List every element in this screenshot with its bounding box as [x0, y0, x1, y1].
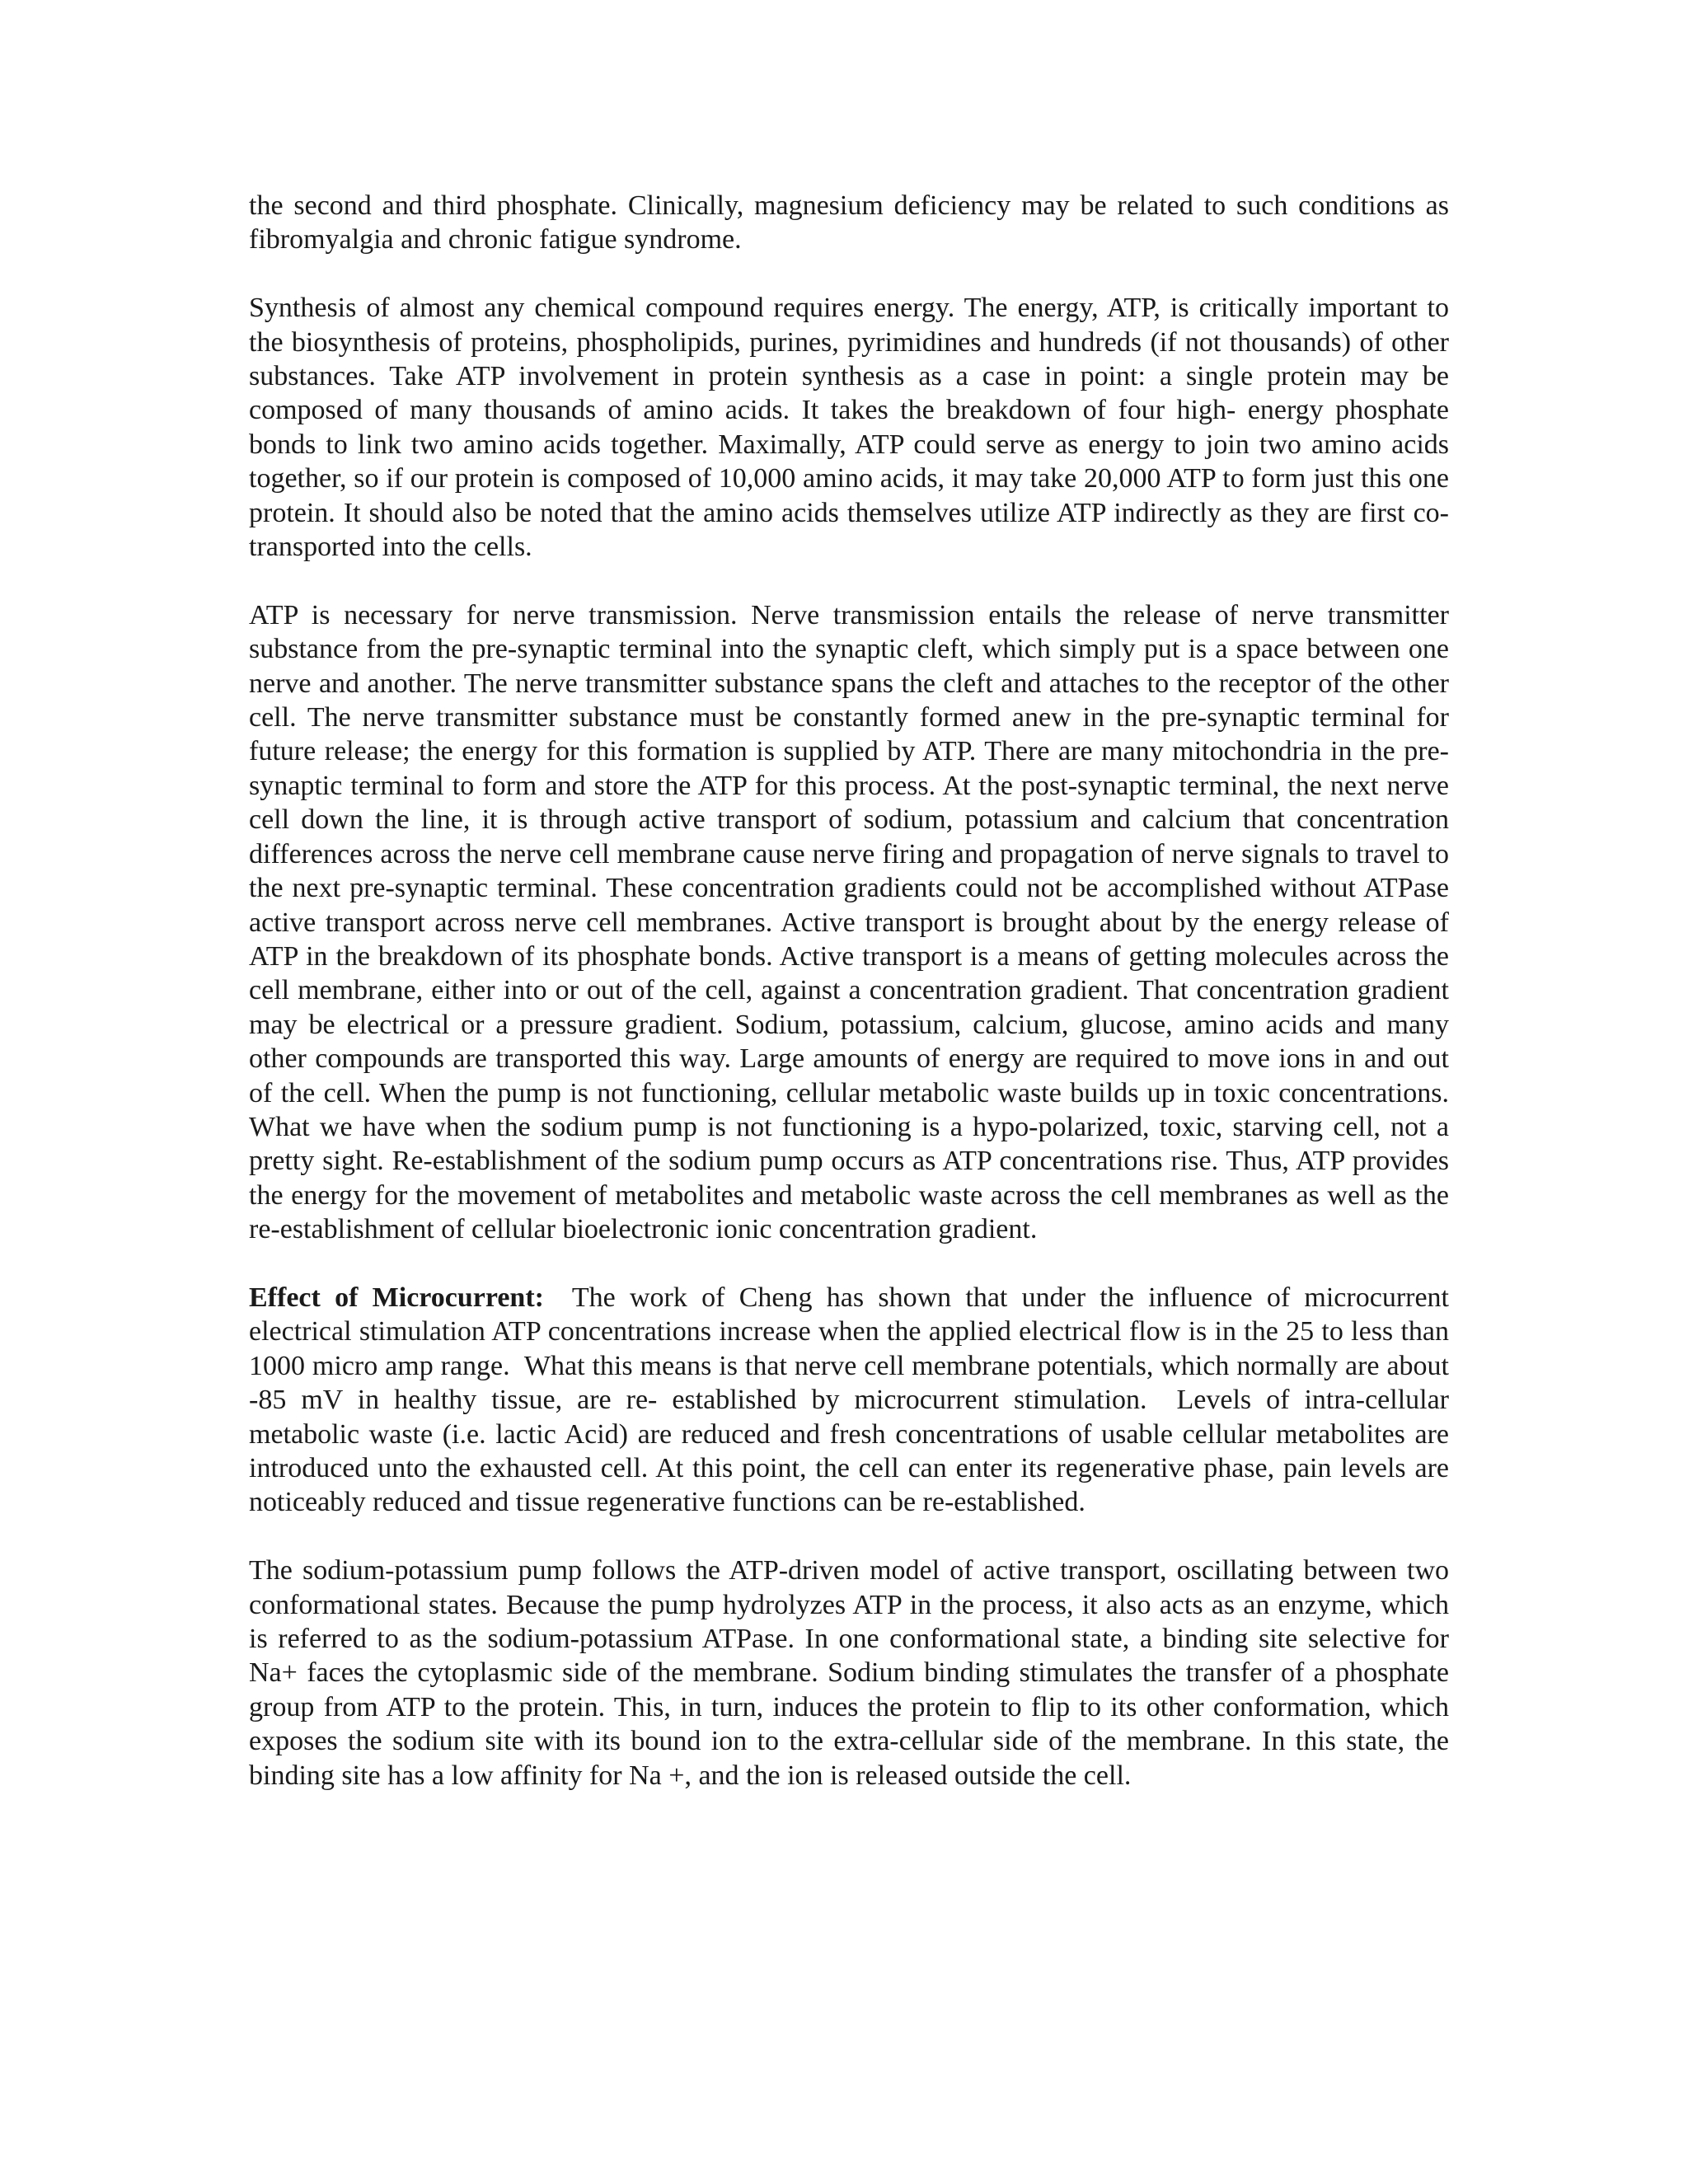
paragraph-magnesium [249, 189, 1449, 257]
paragraph-synthesis [249, 291, 1449, 564]
paragraph-text: Synthesis of almost any chemical compound requires energy. The energy, ATP, is critically important to the biosynthesis of proteins, phospholipids, purines, pyrimidines and hundreds (if not thousands) of other substances. Take ATP involvement in protein synthesis as a case in point: a single protein may be composed of many thousands of amino acids. It takes the breakdown of four high- energy phosphate bonds to link two amino acids together. Maximally, ATP could serve as energy to join two amino acids together, so if our protein is composed of 10,000 amino acids, it may take 20,000 ATP to form just this one protein. It should also be noted that the amino acids themselves utilize ATP indirectly as they are first co-transported into the cells. [249, 293, 1449, 563]
section-heading: Effect of Microcurrent: [249, 1282, 544, 1313]
document-body [249, 189, 1456, 1826]
paragraph-text: ATP is necessary for nerve transmission. Nerve transmission entails the release of nerve transmitter substance from the pre-synaptic terminal into the synaptic cleft, which simply put is a space between one nerve and another. The nerve transmitter substance spans the cleft and attaches to the receptor of the other cell. The nerve transmitter substance must be constantly formed anew in the pre-synaptic terminal for future release; the energy for this formation is supplied by ATP. There are many mitochondria in the pre-synaptic terminal to form and store the ATP for this process. At the post-synaptic terminal, the next nerve cell down the line, it is through active transport of sodium, potassium and calcium that concentration differences across the nerve cell membrane cause nerve firing and propagation of nerve signals to travel to the next pre-synaptic terminal. These concentration gradients could not be accomplished without ATPase active transport across nerve cell membranes. Active transport is brought about by the energy release of ATP in the breakdown of its phosphate bonds. Active transport is a means of getting molecules across the cell membrane, either into or out of the cell, against a concentration gradient. That concentration gradient may be electrical or a pressure gradient. Sodium, potassium, calcium, glucose, amino acids and many other compounds are transported this way. Large amounts of energy are required to move ions in and out of the cell. When the pump is not functioning, cellular metabolic waste builds up in toxic concentrations. What we have when the sodium pump is not functioning is a hypo-polarized, toxic, starving cell, not a pretty sight. Re-establishment of the sodium pump occurs as ATP concentrations rise. Thus, ATP provides the energy for the movement of metabolites and metabolic waste across the cell membranes as well as the re-establishment of cellular bioelectronic ionic concentration gradient. [249, 599, 1449, 1245]
paragraph-text: the second and third phosphate. Clinically, magnesium deficiency may be related to such conditions as fibromyalgia and chronic fatigue syndrome. [249, 190, 1449, 255]
paragraph-nerve-transmission [249, 598, 1449, 1247]
paragraph-text: The sodium-potassium pump follows the ATP-driven model of active transport, oscillating between two conformational states. Because the pump hydrolyzes ATP in the process, it also acts as an enzyme, which is referred to as the sodium-potassium ATPase. In one conformational state, a binding site selective for Na+ faces the cytoplasmic side of the membrane. Sodium binding stimulates the transfer of a phosphate group from ATP to the protein. This, in turn, induces the protein to flip to its other conformation, which exposes the sodium site with its bound ion to the extra-cellular side of the membrane. In this state, the binding site has a low affinity for Na +, and the ion is released outside the cell. [249, 1555, 1449, 1791]
paragraph-sodium-potassium-pump [249, 1554, 1449, 1793]
paragraph-microcurrent [249, 1281, 1456, 1520]
paragraph-text: The work of Cheng has shown that under the influence of microcurrent electrical stimulation ATP concentrations increase when the applied electrical flow is in the 25 to less than 1000 micro amp range. What this means is that nerve cell membrane potentials, which normally are about -85 mV in healthy tissue, are re- established by microcurrent stimulation. Levels of intra-cellular metabolic waste (i.e. lactic Acid) are reduced and fresh concentrations of usable cellular metabolites are introduced unto the exhausted cell. At this point, the cell can enter its regenerative phase, pain levels are noticeably reduced and tissue regenerative functions can be re-established. [249, 1282, 1456, 1518]
